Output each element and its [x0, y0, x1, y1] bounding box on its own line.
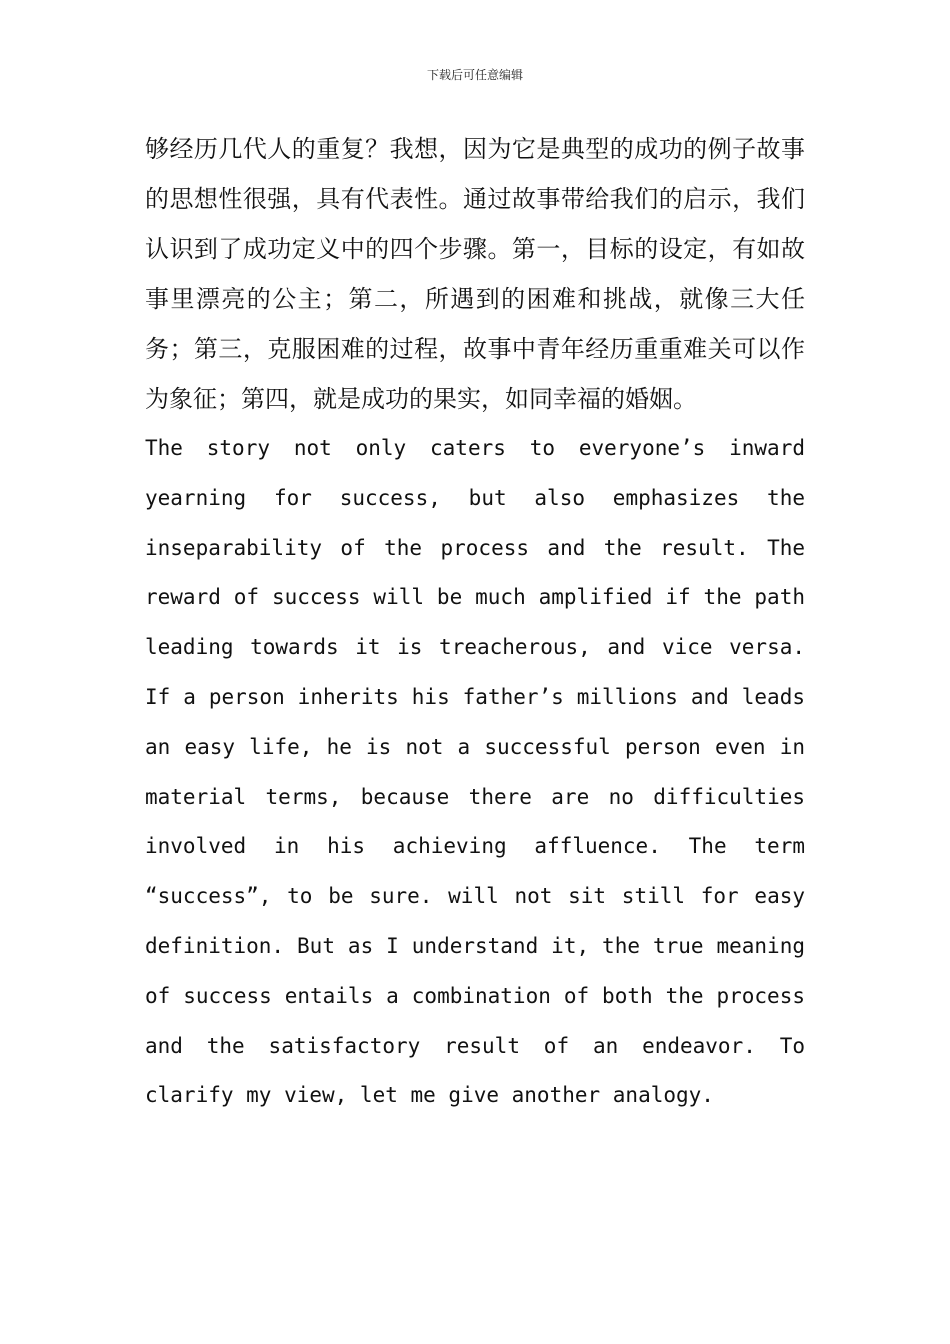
document-body	[145, 124, 805, 1121]
english-paragraph: The story not only caters to everyone’s inward yearning for success, but also emphasizes the inseparability of the process and the result. The reward of success will be much amplified if the path leading towards it is treacherous, and vice versa. If a person inherits his father’s millions and leads an easy life, he is not a successful person even in material terms, because there are no difficulties involved in his achieving affluence. The term “success”, to be sure. will not sit still for easy definition. But as I understand it, the true meaning of success entails a combination of both the process and the satisfactory result of an endeavor. To clarify my view, let me give another analogy.	[145, 436, 805, 1108]
chinese-paragraph: 够经历几代人的重复？我想，因为它是典型的成功的例子故事的思想性很强，具有代表性。通过故事带给我们的启示，我们认识到了成功定义中的四个步骤。第一，目标的设定，有如故事里漂亮的公主；第二，所遇到的困难和挑战，就像三大任务；第三，克服困难的过程，故事中青年经历重重难关可以作为象征；第四，就是成功的果实，如同幸福的婚姻。	[145, 135, 805, 413]
page-header: 下载后可任意编辑	[426, 68, 523, 82]
